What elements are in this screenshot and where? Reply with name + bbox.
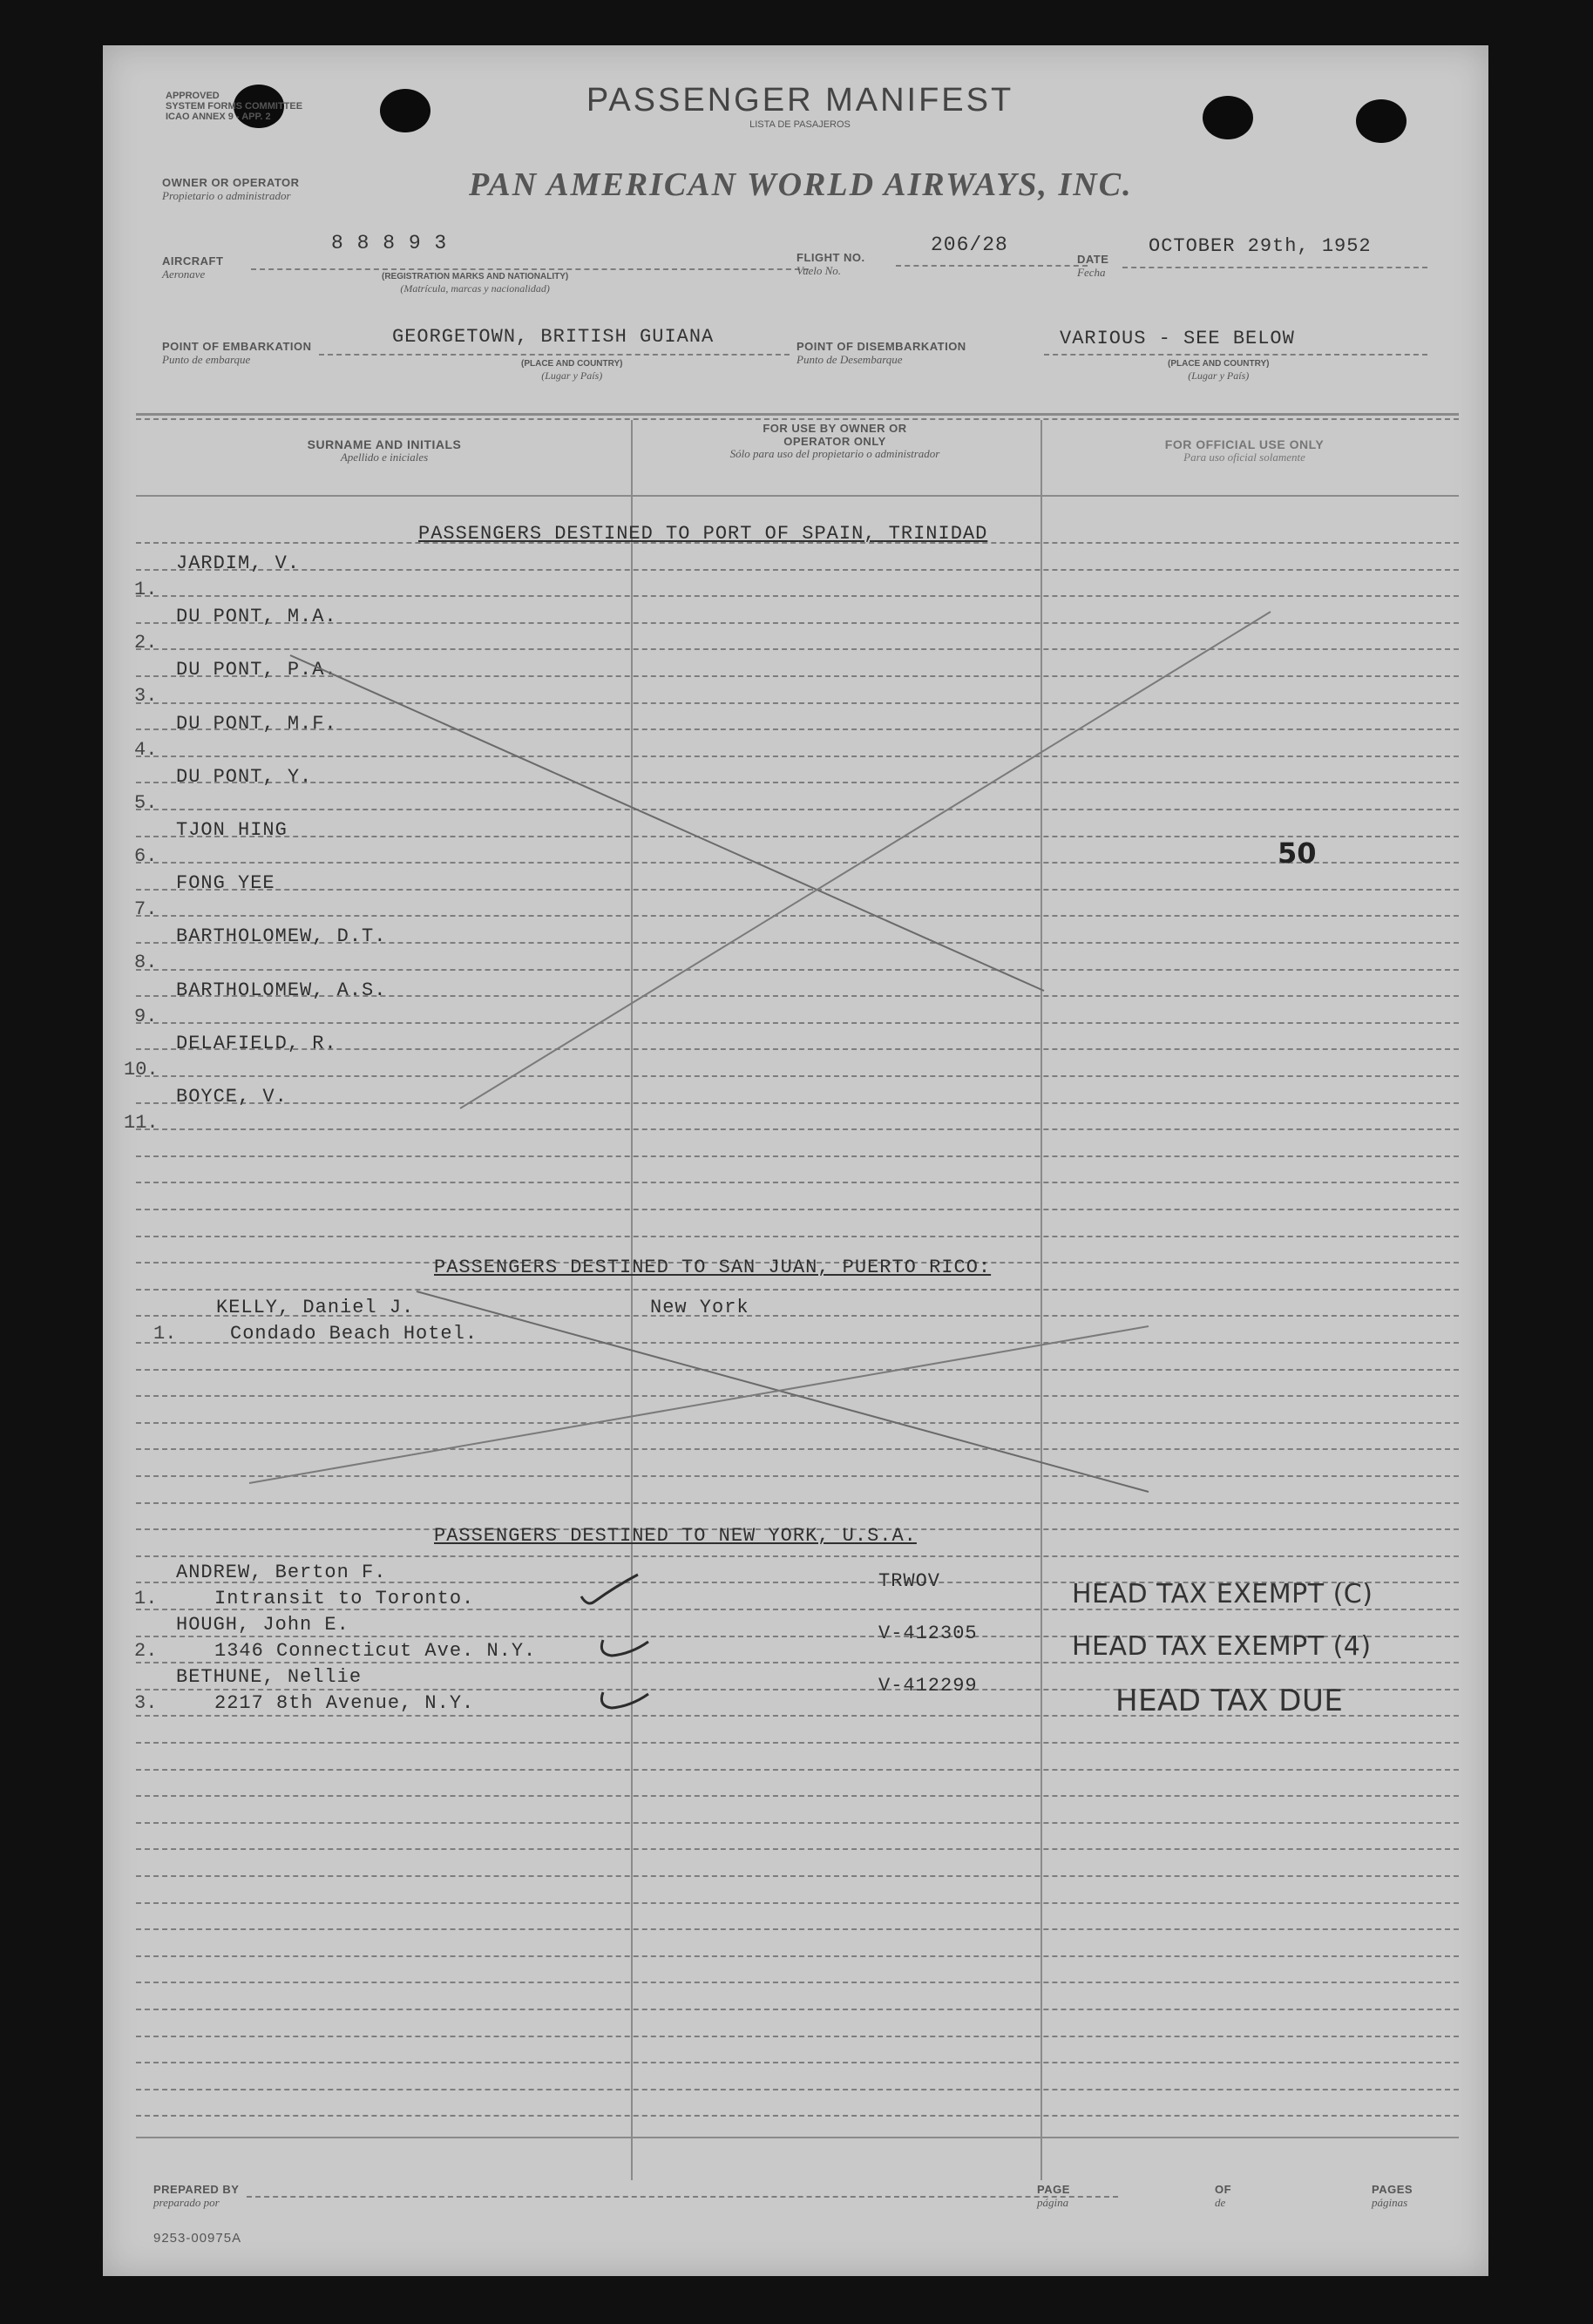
- passenger-name: JARDIM, V.: [176, 552, 301, 574]
- passenger-name: BARTHOLOMEW, A.S.: [176, 979, 387, 1001]
- passenger-number: 6.: [134, 845, 158, 867]
- operator-note: TRWOV: [878, 1570, 941, 1592]
- approval-line: SYSTEM FORMS COMMITTEE: [166, 101, 303, 112]
- disembark-value: VARIOUS - SEE BELOW: [1060, 328, 1295, 349]
- date-value: OCTOBER 29th, 1952: [1149, 235, 1372, 257]
- operator-note: V-412299: [878, 1675, 978, 1697]
- passenger-name: FONG YEE: [176, 872, 275, 894]
- passenger-number: 1.: [134, 579, 158, 600]
- col-surname-head: SURNAME AND INITIALS Apellido e iniciales: [307, 437, 462, 464]
- passenger-name: DU PONT, M.F.: [176, 713, 337, 735]
- page-title: PASSENGER MANIFEST LISTA DE PASAJEROS: [586, 82, 1014, 130]
- passenger-address: 1346 Connecticut Ave. N.Y.: [214, 1640, 537, 1662]
- disembark-place-note: (PLACE AND COUNTRY) (Lugar y País): [1168, 359, 1270, 382]
- check-mark-icon: [577, 1570, 647, 1614]
- passenger-name: BETHUNE, Nellie: [176, 1666, 363, 1688]
- flight-value: 206/28: [931, 234, 1008, 256]
- passenger-name: DU PONT, Y.: [176, 766, 313, 788]
- passenger-name: BARTHOLOMEW, D.T.: [176, 925, 387, 947]
- passenger-number: 8.: [134, 952, 158, 973]
- official-stamp: HEAD TAX EXEMPT (C): [1072, 1579, 1373, 1609]
- official-stamp: HEAD TAX EXEMPT (4): [1072, 1631, 1372, 1662]
- passenger-number: 2.: [134, 1640, 158, 1662]
- operator-name: PAN AMERICAN WORLD AIRWAYS, INC.: [469, 166, 1133, 203]
- passenger-number: 5.: [134, 792, 158, 814]
- aircraft-value: 8 8 8 9 3: [331, 232, 448, 254]
- passenger-name: TJON HING: [176, 819, 288, 841]
- passenger-name: HOUGH, John E.: [176, 1614, 349, 1636]
- manifest-sheet: [103, 45, 1488, 2276]
- approval-line: ICAO ANNEX 9 - APP. 2: [166, 112, 271, 122]
- embark-label: POINT OF EMBARKATION Punto de embarque: [162, 340, 312, 366]
- passenger-name: DU PONT, M.A.: [176, 606, 337, 627]
- operator-note: New York: [650, 1297, 749, 1318]
- official-stamp: HEAD TAX DUE: [1115, 1684, 1344, 1718]
- official-note: 50: [1278, 837, 1317, 870]
- passenger-name: KELLY, Daniel J.: [216, 1297, 415, 1318]
- pages-label: PAGES páginas: [1372, 2183, 1413, 2209]
- section-heading: PASSENGERS DESTINED TO SAN JUAN, PUERTO RICO:: [434, 1257, 992, 1278]
- flight-label: FLIGHT NO. Vuelo No.: [796, 251, 865, 277]
- passenger-name: DU PONT, P.A.: [176, 659, 337, 681]
- passenger-number: 11.: [124, 1112, 159, 1134]
- owner-label: OWNER OR OPERATOR Propietario o administrador: [162, 176, 300, 202]
- passenger-address: 2217 8th Avenue, N.Y.: [214, 1692, 475, 1714]
- form-code: 9253-00975A: [153, 2231, 242, 2246]
- operator-note: V-412305: [878, 1623, 978, 1644]
- date-label: DATE Fecha: [1077, 253, 1109, 279]
- embark-value: GEORGETOWN, BRITISH GUIANA: [392, 326, 715, 348]
- check-mark-icon: [596, 1675, 666, 1718]
- passenger-name: BOYCE, V.: [176, 1086, 288, 1108]
- passenger-address: Intransit to Toronto.: [214, 1588, 475, 1609]
- cross-out-mark: [103, 45, 1488, 2276]
- passenger-number: 7.: [134, 898, 158, 920]
- passenger-number: 10.: [124, 1059, 159, 1081]
- passenger-number: 1.: [134, 1588, 158, 1609]
- passenger-number: 3.: [134, 1692, 158, 1714]
- passenger-address: Condado Beach Hotel.: [230, 1323, 478, 1345]
- passenger-number: 3.: [134, 685, 158, 707]
- passenger-name: ANDREW, Berton F.: [176, 1562, 387, 1583]
- section-heading: PASSENGERS DESTINED TO NEW YORK, U.S.A.: [434, 1525, 917, 1547]
- passenger-name: DELAFIELD, R.: [176, 1033, 337, 1054]
- registration-note: (REGISTRATION MARKS AND NATIONALITY) (Matrícula, marcas y nacionalidad): [382, 272, 569, 295]
- of-label: OF de: [1215, 2183, 1232, 2209]
- passenger-number: 9.: [134, 1006, 158, 1027]
- embark-place-note: (PLACE AND COUNTRY) (Lugar y País): [521, 359, 623, 382]
- col-operator-head: FOR USE BY OWNER OR OPERATOR ONLY Sólo para uso del propietario o administrador: [729, 422, 940, 460]
- section-heading: PASSENGERS DESTINED TO PORT OF SPAIN, TRINIDAD: [418, 523, 988, 545]
- aircraft-label: AIRCRAFT Aeronave: [162, 254, 224, 281]
- approval-line: APPROVED: [166, 91, 220, 101]
- page-label: PAGE página: [1037, 2183, 1070, 2209]
- disembark-label: POINT OF DISEMBARKATION Punto de Desembarque: [796, 340, 966, 366]
- col-official-head: FOR OFFICIAL USE ONLY Para uso oficial solamente: [1164, 437, 1325, 464]
- check-mark-icon: [596, 1623, 666, 1666]
- prepared-by: PREPARED BY preparado por: [153, 2183, 240, 2209]
- passenger-number: 4.: [134, 739, 158, 761]
- passenger-number: 2.: [134, 632, 158, 654]
- passenger-number: 1.: [153, 1323, 177, 1345]
